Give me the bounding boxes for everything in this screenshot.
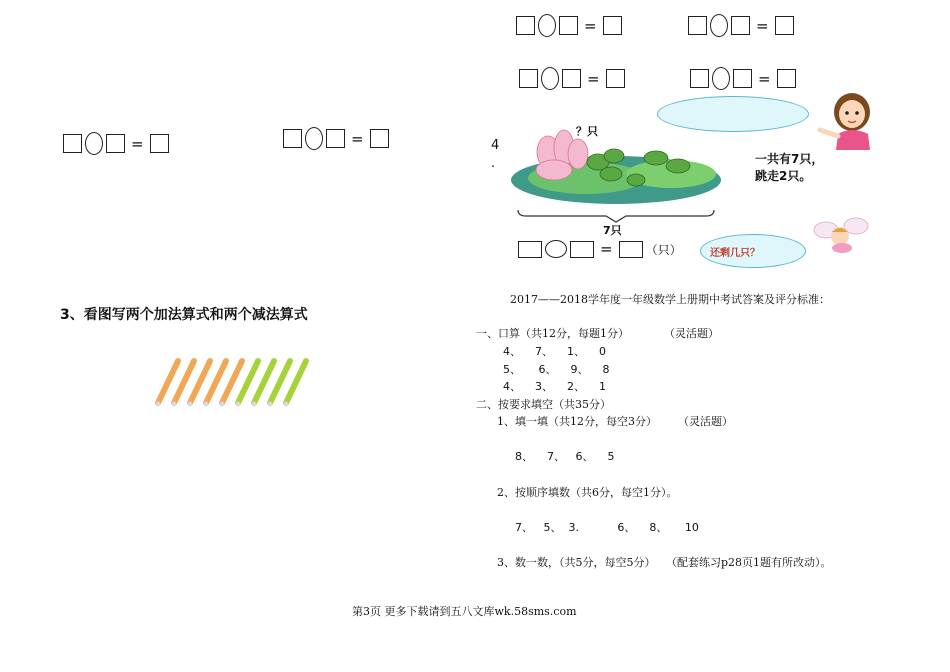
answer-line: 1、填一填（共12分，每空3分） （灵活题） (497, 415, 733, 428)
operator-circle (85, 132, 103, 155)
answer-box (777, 69, 796, 88)
equation-blank (283, 127, 389, 150)
equals-sign: = (756, 16, 769, 35)
question-4-dot: . (491, 156, 496, 171)
answer-line: 3、数一数，（共5分，每空5分） （配套练习p28页1题有所改动）。 (497, 556, 832, 569)
answer-box (370, 129, 389, 148)
stick-end (284, 402, 289, 407)
stick-end (268, 402, 273, 407)
question-4-number: 4 (491, 138, 500, 153)
speech-text-line1: 一共有7只， (755, 152, 824, 166)
question-4-equation (518, 240, 682, 258)
equals-sign: = (584, 16, 597, 35)
blank-box (519, 69, 538, 88)
blank-box (733, 69, 752, 88)
operator-circle (712, 67, 730, 90)
stick-end (220, 402, 225, 407)
stick-end (204, 402, 209, 407)
equals-sign: = (131, 134, 144, 153)
unit-label: （只） (645, 242, 682, 257)
blank-box (518, 241, 542, 258)
answer-box (150, 134, 169, 153)
stick-end (156, 402, 161, 407)
blank-box (516, 16, 535, 35)
sticks-illustration (150, 355, 315, 410)
equals-sign: = (351, 129, 364, 148)
page-footer: 第3页 更多下载请到五八文库wk.58sms.com (352, 605, 577, 618)
answer-line: 8、 7、 6、 5 (515, 450, 615, 463)
answer-line: 二、按要求填空（共35分） (476, 398, 611, 411)
unknown-frogs-label: ？只 (576, 125, 598, 138)
fairy-question: 还剩几只？ (710, 248, 760, 259)
blank-box (690, 69, 709, 88)
answer-box (603, 16, 622, 35)
equation-blank (63, 132, 169, 155)
answer-line: 4、 3、 2、 1 (503, 380, 606, 393)
operator-circle (710, 14, 728, 37)
answer-line: 2、按顺序填数（共6分，每空1分）。 (497, 486, 678, 499)
answer-box (775, 16, 794, 35)
blank-box (570, 241, 594, 258)
blank-box (63, 134, 82, 153)
answer-line: 一、口算（共12分，每题1分） （灵活题） (476, 327, 719, 340)
answer-box (606, 69, 625, 88)
operator-circle (541, 67, 559, 90)
fairy-illustration (812, 212, 872, 254)
blank-box (688, 16, 707, 35)
equation-blank (519, 67, 625, 90)
blank-box (106, 134, 125, 153)
equals-sign: = (587, 69, 600, 88)
operator-circle (538, 14, 556, 37)
answer-line: 7、 5、 3. 6、 8、 10 (515, 521, 699, 534)
equation-blank (688, 14, 794, 37)
answer-line: 5、 6、 9、 8 (503, 363, 610, 376)
answer-box (619, 241, 643, 258)
blank-box (731, 16, 750, 35)
operator-circle (305, 127, 323, 150)
stick-end (252, 402, 257, 407)
operator-circle (545, 240, 567, 258)
speech-text-line2: 跳走2只。 (755, 169, 812, 183)
girl-illustration (812, 90, 880, 150)
blank-box (562, 69, 581, 88)
stick-end (172, 402, 177, 407)
stick-end (188, 402, 193, 407)
answer-key-title: 2017——2018学年度一年级数学上册期中考试答案及评分标准： (510, 293, 830, 306)
stick-end (236, 402, 241, 407)
answer-line: 4、 7、 1、 0 (503, 345, 606, 358)
equals-sign: = (758, 69, 771, 88)
blank-box (283, 129, 302, 148)
blank-box (559, 16, 578, 35)
equation-blank (690, 67, 796, 90)
equation-blank (516, 14, 622, 37)
equals-sign: = (600, 240, 613, 258)
total-frogs-label: 7只 (603, 224, 622, 237)
section-3-heading: 3、看图写两个加法算式和两个减法算式 (60, 307, 308, 323)
blank-box (326, 129, 345, 148)
